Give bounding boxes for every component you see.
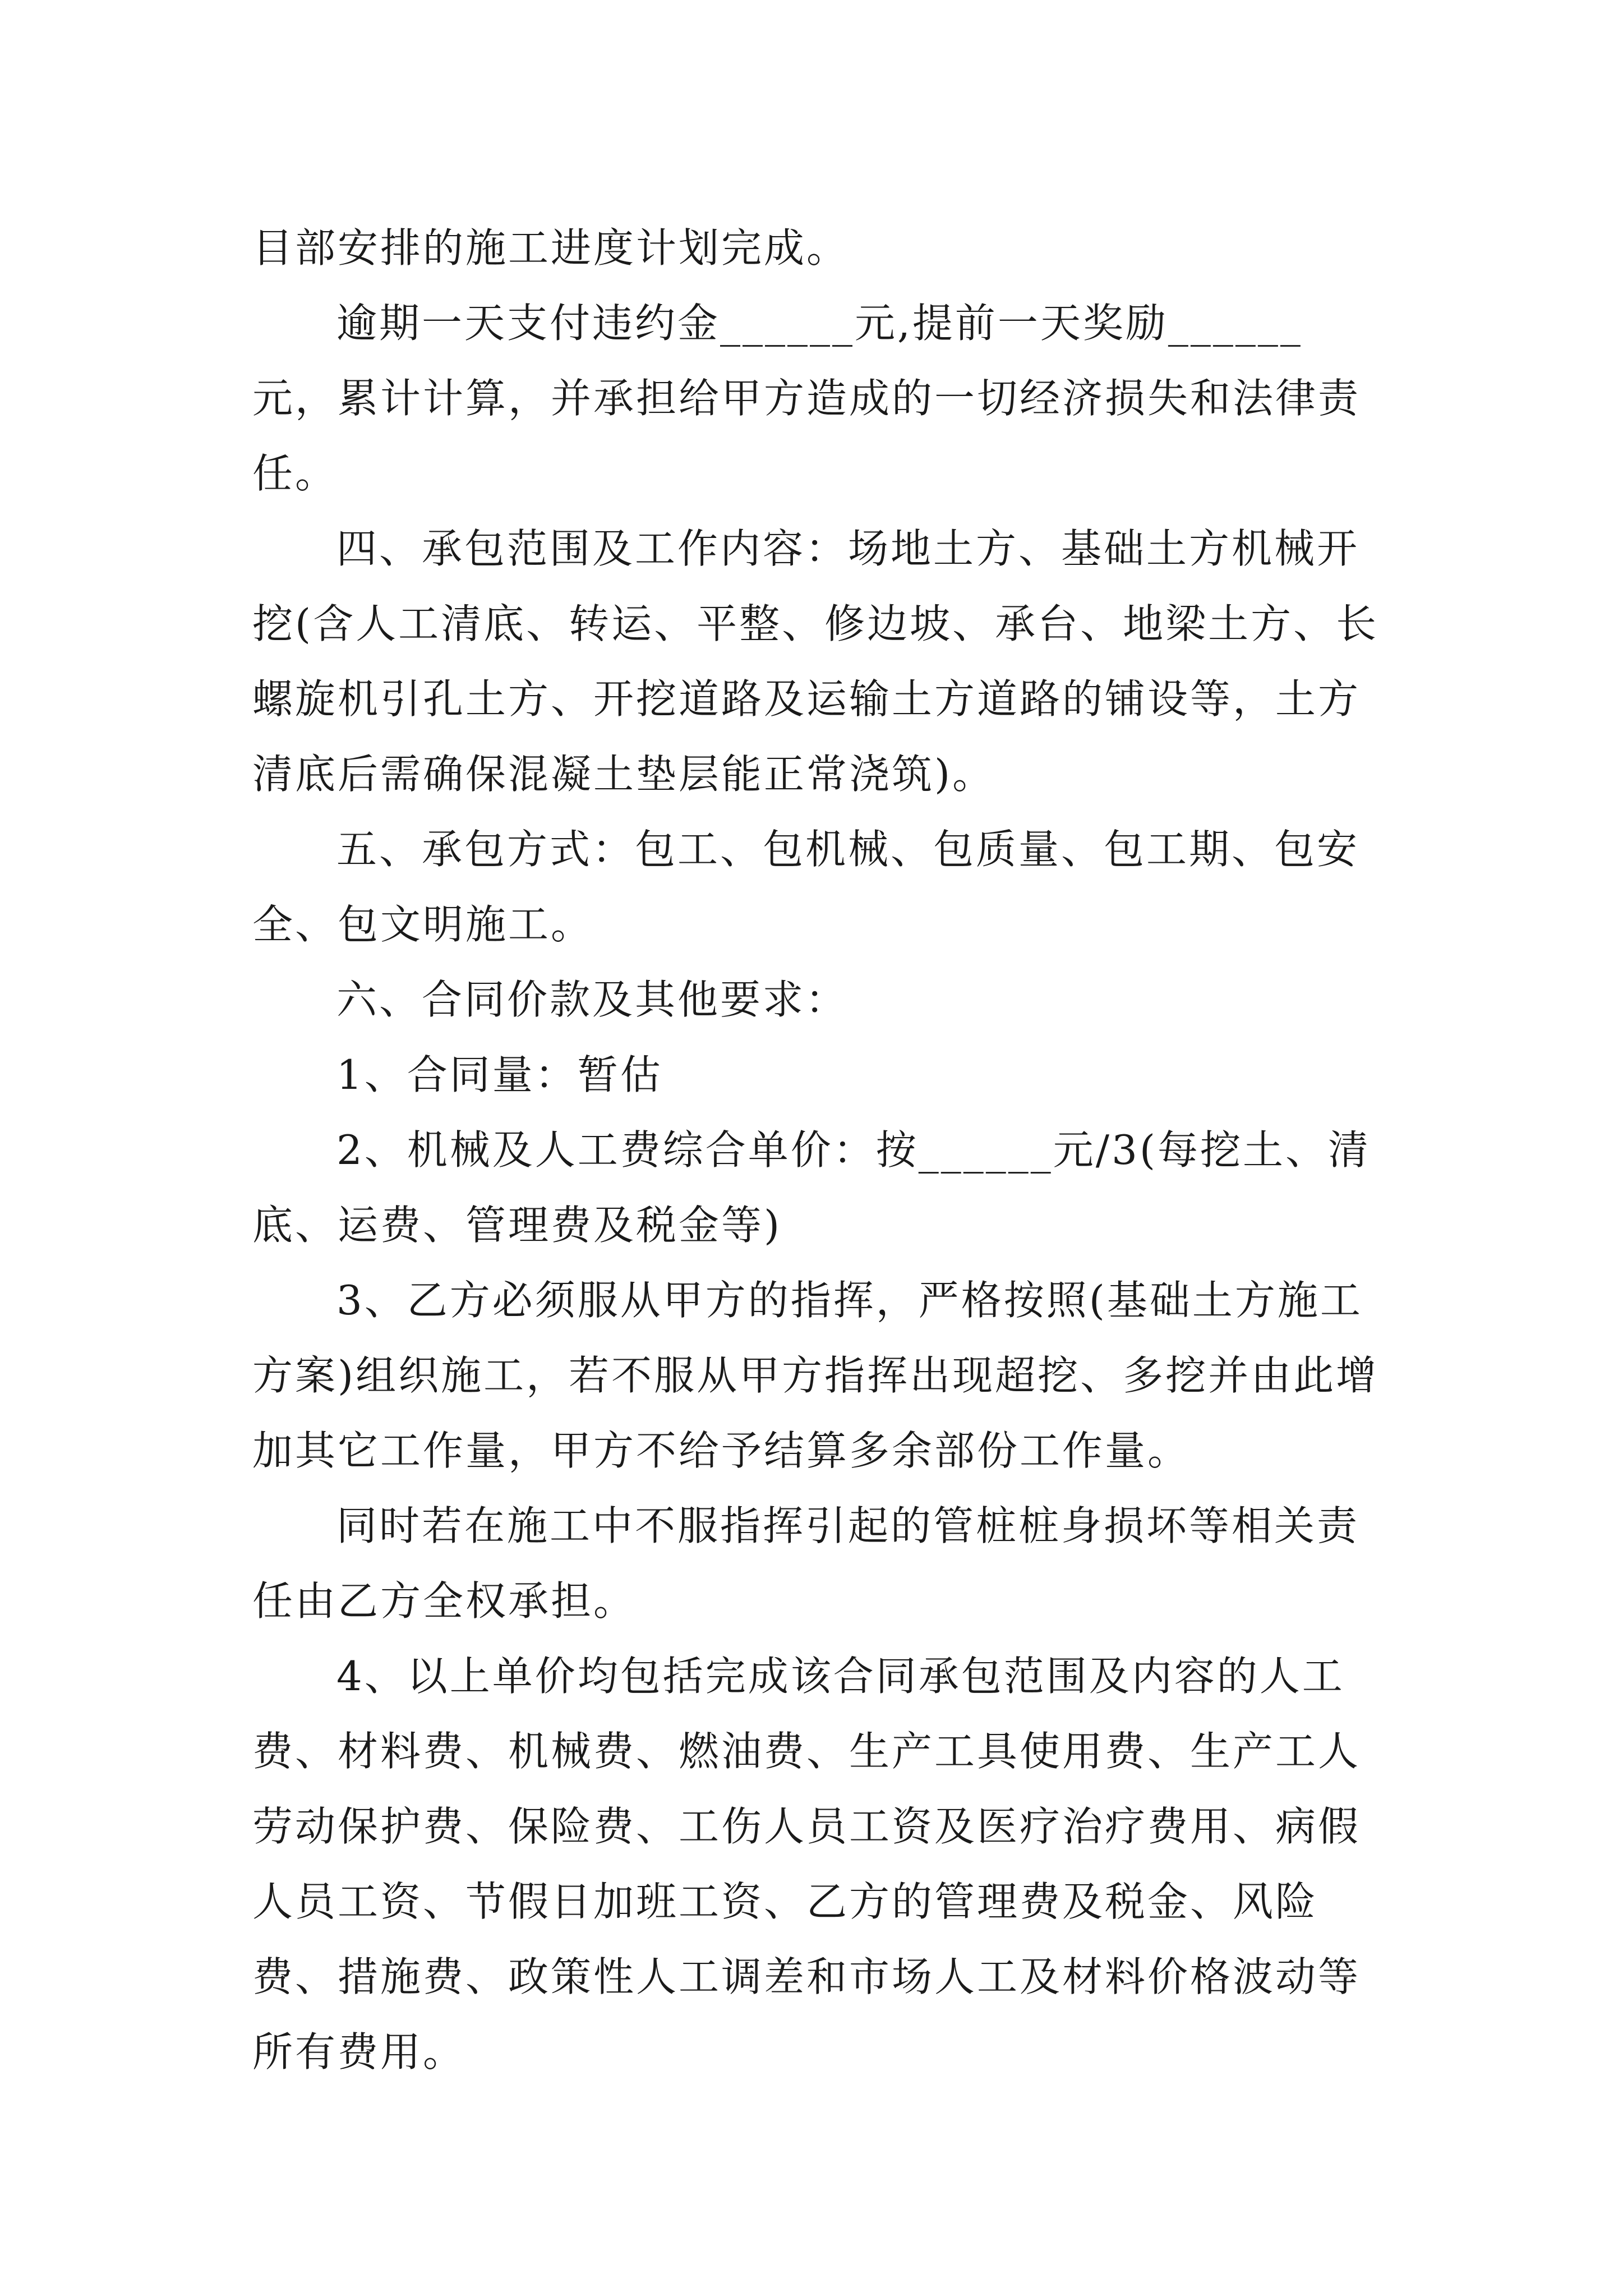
paragraph-penalty-clause: 逾期一天支付违约金______元,提前一天奖励______元，累计计算，并承担给甲方造成的一切经济损失和法律责任。 [252, 300, 1361, 497]
paragraph-section-4-scope: 四、承包范围及工作内容：场地土方、基础土方机械开挖(含人工清底、转运、平整、修边坡、承台、地梁土方、长螺旋机引孔土方、开挖道路及运输土方道路的铺设等，土方清底后需确保混凝土垫层能正常浇筑)。 [252, 525, 1379, 798]
paragraph-item-3-responsibility: 同时若在施工中不服指挥引起的管桩桩身损坏等相关责任由乙方全权承担。 [252, 1502, 1360, 1625]
paragraph-item-1: 1、合同量：暂估 [336, 1051, 663, 1098]
paragraph-item-2: 2、机械及人工费综合单价：按______元/3(每挖土、清底、运费、管理费及税金等) [252, 1126, 1371, 1249]
paragraph-section-5-method: 五、承包方式：包工、包机械、包质量、包工期、包安全、包文明施工。 [252, 826, 1360, 948]
paragraph-item-4: 4、以上单价均包括完成该合同承包范围及内容的人工费、材料费、机械费、燃油费、生产工具使用费、生产工人劳动保护费、保险费、工伤人员工资及医疗治疗费用、病假人员工资、节假日加班工资、乙方的管理费及税金、风险费、措施费、政策性人工调差和市场人工及材料价格波动等所有费用。 [252, 1653, 1361, 2076]
paragraph-continuation: 目部安排的施工进度计划完成。 [252, 224, 850, 272]
paragraph-item-3: 3、乙方必须服从甲方的指挥，严格按照(基础土方施工方案)组织施工，若不服从甲方指挥出现超挖、多挖并由此增加其它工作量，甲方不给予结算多余部份工作量。 [252, 1277, 1379, 1474]
document-body [252, 210, 1385, 2090]
paragraph-section-6-heading: 六、合同价款及其他要求： [336, 976, 849, 1023]
